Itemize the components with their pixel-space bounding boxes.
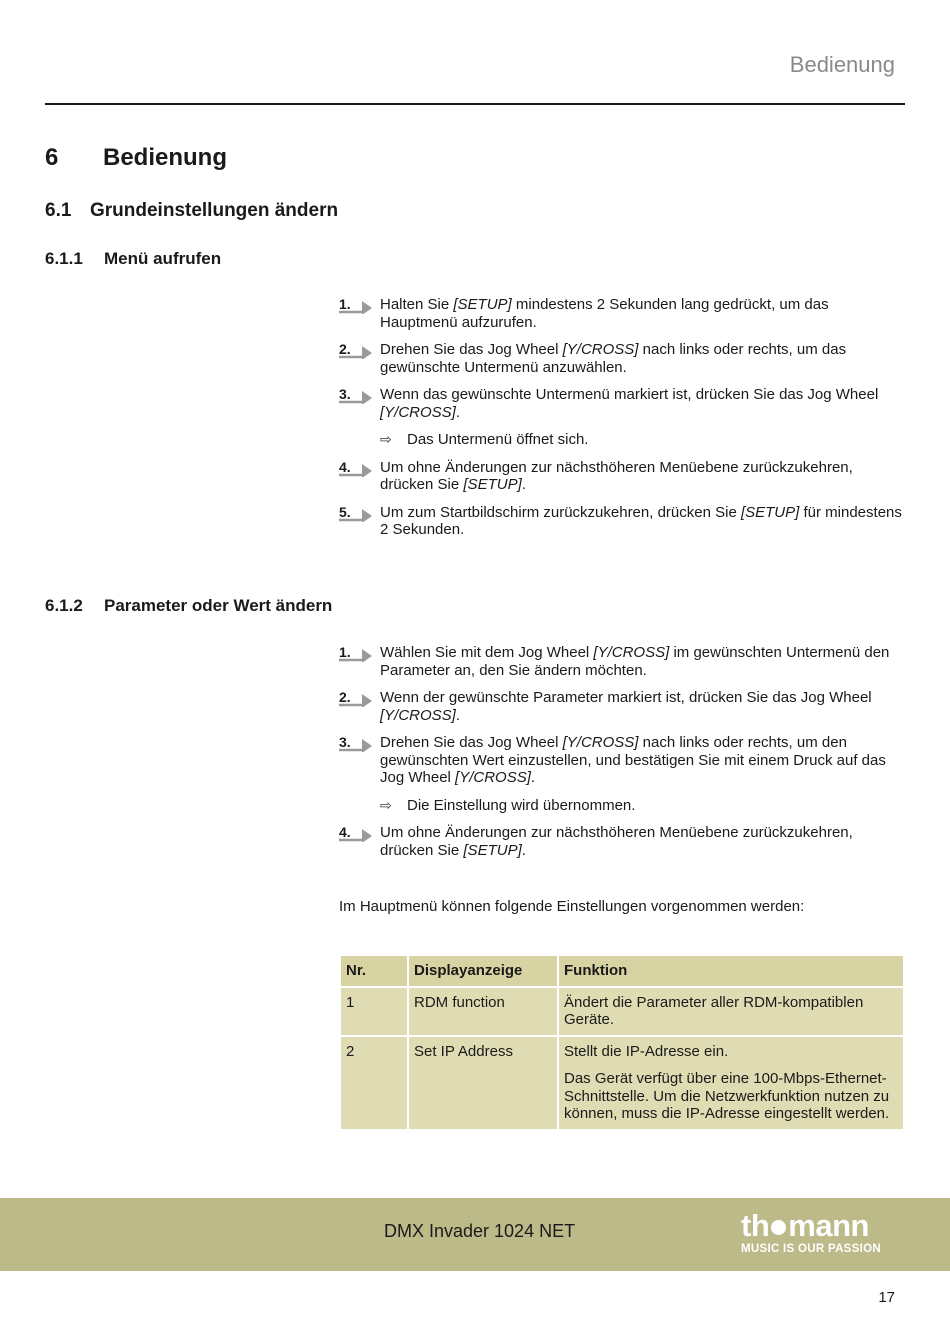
sub2-heading — [45, 596, 332, 616]
cell-function: Stellt die IP-Adresse ein. Das Gerät verfügt über eine 100-Mbps-Ethernet-Schnittstelle. Um die Netzwerkfunktion nutzen zu können, muss die IP-Adresse eingestellt werden. — [559, 1037, 903, 1129]
step-number: 5. — [339, 503, 351, 520]
step-arrow-icon — [339, 503, 373, 522]
step-text: Wählen Sie mit dem Jog Wheel [Y/CROSS] im gewünschten Untermenü den Parameter an, den Sie ändern möchten. — [380, 644, 890, 679]
step-arrow-icon — [339, 691, 373, 707]
cell-function: Ändert die Parameter aller RDM-kompatiblen Geräte. — [559, 988, 903, 1035]
step-text: Wenn der gewünschte Parameter markiert ist, drücken Sie das Jog Wheel [Y/CROSS]. — [380, 689, 872, 724]
step-text: Um ohne Änderungen zur nächsthöheren Menüebene zurückzukehren, drücken Sie [SETUP]. — [380, 824, 853, 859]
step-item — [339, 459, 905, 494]
step-item — [339, 386, 905, 421]
section-number: 6 — [45, 144, 59, 171]
step-number: 2. — [339, 341, 351, 357]
step-arrow-icon — [339, 298, 373, 314]
step-arrow-icon — [339, 343, 373, 359]
running-header: Bedienung — [789, 52, 895, 77]
step-item — [339, 296, 905, 331]
step-text: Um zum Startbildschirm zurückzukehren, drücken Sie [SETUP] für mindestens 2 Sekunden. — [380, 503, 902, 538]
step-arrow-icon — [339, 646, 373, 662]
sub1-title: Menü aufrufen — [104, 249, 222, 268]
header-function: Funktion — [559, 956, 903, 986]
subsection-number: 6.1 — [45, 200, 72, 221]
table-intro: Im Hauptmenü können folgende Einstellungen vorgenommen werden: — [339, 898, 805, 915]
header-rule — [45, 103, 905, 105]
step-number: 1. — [339, 644, 351, 660]
subsection-title: Grundeinstellungen ändern — [90, 200, 339, 221]
cell-display: RDM function — [409, 988, 557, 1035]
step-number: 4. — [339, 458, 351, 475]
header-nr: Nr. — [341, 956, 407, 986]
step-number: 2. — [339, 689, 351, 705]
logo-tagline: MUSIC IS OUR PASSION — [741, 1243, 881, 1255]
result-text: Das Untermenü öffnet sich. — [407, 431, 589, 448]
result-text: Die Einstellung wird übernommen. — [407, 796, 636, 814]
steps-menu — [339, 296, 905, 549]
result-arrow-icon: ⇨ — [380, 796, 392, 813]
subsection-heading — [45, 200, 338, 222]
page-number: 17 — [878, 1289, 895, 1306]
step-arrow-icon — [339, 388, 373, 404]
step-text: Drehen Sie das Jog Wheel [Y/CROSS] nach links oder rechts, um das gewünschte Untermenü anzuwählen. — [380, 341, 847, 376]
step-number: 1. — [339, 296, 351, 312]
step-item — [339, 689, 905, 724]
step-item — [339, 824, 905, 859]
section-title: Bedienung — [103, 144, 227, 171]
step-item — [339, 504, 905, 539]
table-row — [341, 1037, 903, 1129]
step-number: 3. — [339, 734, 351, 750]
step-item — [339, 341, 905, 376]
steps-parameter — [339, 644, 905, 869]
settings-table — [339, 954, 905, 1131]
result-arrow-icon: ⇨ — [380, 431, 392, 447]
step-number: 4. — [339, 824, 351, 840]
cell-display: Set IP Address — [409, 1037, 557, 1129]
step-text: Halten Sie [SETUP] mindestens 2 Sekunden lang gedrückt, um das Hauptmenü aufzurufen. — [380, 296, 829, 331]
cell-nr: 2 — [341, 1037, 407, 1129]
logo-dot-icon — [771, 1220, 786, 1235]
table-header-row — [341, 956, 903, 986]
step-arrow-icon — [339, 458, 373, 477]
sub1-number: 6.1.1 — [45, 249, 83, 268]
header-display: Displayanzeige — [409, 956, 557, 986]
footer-model: DMX Invader 1024 NET — [384, 1221, 576, 1241]
step-text: Um ohne Änderungen zur nächsthöheren Menüebene zurückzukehren, drücken Sie [SETUP]. — [380, 458, 853, 493]
sub2-number: 6.1.2 — [45, 596, 83, 615]
step-item — [339, 644, 905, 679]
step-text: Drehen Sie das Jog Wheel [Y/CROSS] nach links oder rechts, um den gewünschten Wert einzustellen, und bestätigen Sie mit einem Druck auf das Jog Wheel [Y/CROSS]. — [380, 734, 886, 786]
table-row — [341, 988, 903, 1035]
sub2-title: Parameter oder Wert ändern — [104, 596, 333, 615]
step-arrow-icon — [339, 826, 373, 842]
cell-nr: 1 — [341, 988, 407, 1035]
step-text: Wenn das gewünschte Untermenü markiert ist, drücken Sie das Jog Wheel [Y/CROSS]. — [380, 386, 879, 421]
thomann-logo: th mann MUSIC IS OUR PASSION — [741, 1208, 881, 1255]
section-heading — [45, 144, 227, 172]
step-result — [380, 431, 905, 449]
step-result — [380, 797, 905, 815]
sub1-heading — [45, 249, 221, 269]
step-item — [339, 734, 905, 787]
step-number: 3. — [339, 386, 351, 402]
step-arrow-icon — [339, 736, 373, 752]
